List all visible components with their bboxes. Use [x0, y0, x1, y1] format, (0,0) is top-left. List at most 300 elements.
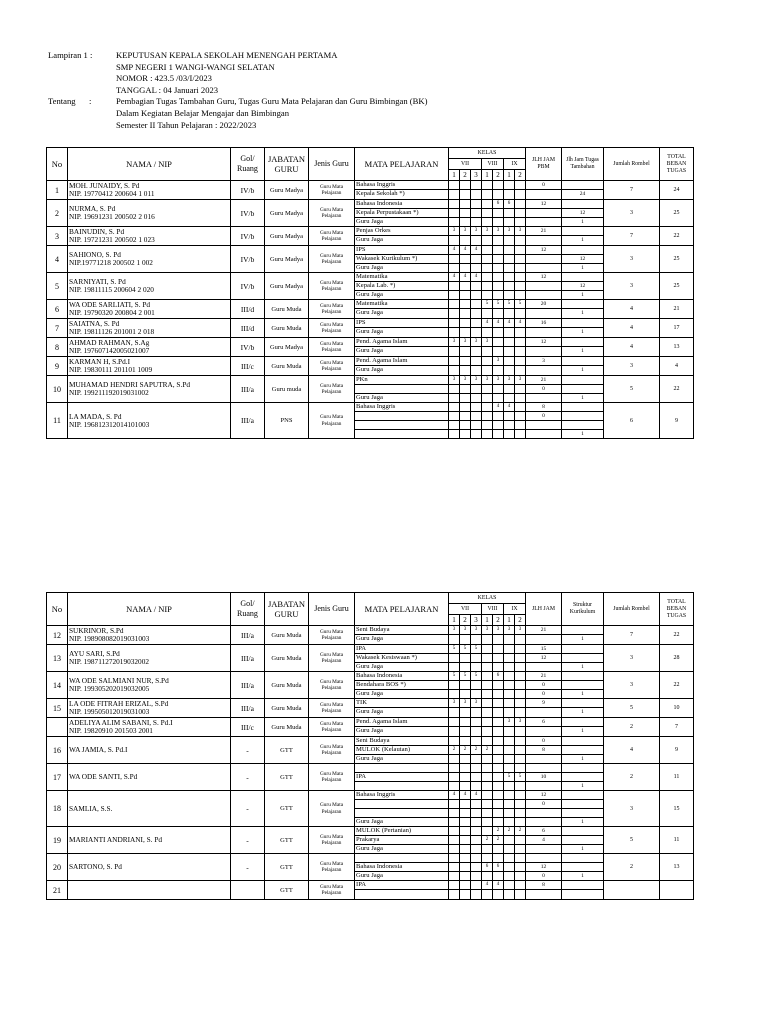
- tambahan-value: 1: [581, 292, 584, 298]
- class-hour-value: [449, 718, 459, 727]
- class-hours: [449, 181, 460, 200]
- class-hour-value: [460, 809, 470, 818]
- class-hour-value: [482, 357, 492, 366]
- subjects: [355, 357, 449, 376]
- jumlah-rombel: 7: [604, 227, 660, 246]
- subjects: [355, 181, 449, 200]
- class-hour-value: [493, 338, 503, 347]
- class-hour-value: 5: [449, 672, 459, 681]
- tambahan: [562, 338, 604, 357]
- jlh-jam-value: [526, 727, 561, 735]
- teacher-nip: NIP. 199305202019032005: [69, 684, 150, 693]
- gol-ruang: IV/b: [231, 273, 265, 300]
- class-hour-value: [515, 755, 525, 763]
- class-hour-value: [460, 200, 470, 209]
- subject-line: PKn: [355, 376, 448, 385]
- subject-line: Guru Jaga: [356, 328, 383, 335]
- jlh-jam-value: [526, 366, 561, 374]
- class-hour-value: [460, 836, 470, 845]
- class-hour-value: [504, 681, 514, 690]
- class-hour-value: [493, 654, 503, 663]
- class-hour-value: [515, 645, 525, 654]
- subject-line-1: Pembagian Tugas Tambahan Guru, Tugas Guru Mata Pelajaran dan Guru Bimbingan (BK): [116, 96, 428, 107]
- class-hours: [515, 200, 526, 227]
- class-hour-value: [515, 681, 525, 690]
- row-number: 18: [47, 791, 68, 827]
- col-gol: Gol/ Ruang: [231, 593, 265, 626]
- class-hour-value: [471, 737, 481, 746]
- jlh-jam-value: 12: [526, 273, 561, 282]
- class-hour-value: [504, 854, 514, 863]
- total-beban: 21: [660, 300, 694, 319]
- total-beban: 22: [660, 626, 694, 645]
- tambahan: [562, 319, 604, 338]
- class-hour-value: [482, 690, 492, 698]
- lampiran-label: Lampiran 1 :: [48, 50, 93, 60]
- class-hour-value: [449, 430, 459, 438]
- teacher-name-nip: [68, 227, 231, 246]
- teacher-name-nip: [68, 181, 231, 200]
- class-hour-value: [449, 190, 459, 198]
- subject-line: [355, 764, 448, 773]
- jlh-jam-value: [526, 209, 561, 218]
- class-hours: [482, 246, 493, 273]
- tambahan-value: [562, 746, 603, 755]
- class-hours: [449, 403, 460, 439]
- class-hour-value: [482, 181, 492, 190]
- teacher-name: MARIANTI ANDRIANI, S. Pd: [69, 835, 163, 844]
- class-hour-value: 4: [504, 403, 514, 412]
- class-hours: [471, 319, 482, 338]
- class-hours: [515, 626, 526, 645]
- subject-line: Bahasa Indonesia: [355, 200, 448, 209]
- col-viii: VIII: [482, 604, 504, 615]
- class-hours: [482, 791, 493, 827]
- class-hours: [482, 200, 493, 227]
- class-hour-value: [449, 872, 459, 880]
- table-row: [47, 246, 694, 273]
- teacher-nip: NIP. 19691231 200502 2 016: [69, 212, 155, 221]
- jumlah-rombel: 3: [604, 672, 660, 699]
- row-number: 10: [47, 376, 68, 403]
- jumlah-rombel: 3: [604, 246, 660, 273]
- total-beban: 7: [660, 718, 694, 737]
- class-hour-value: [515, 357, 525, 366]
- jlh-jam-value: [526, 291, 561, 299]
- class-hour-value: 3: [482, 338, 492, 347]
- class-hours: [482, 672, 493, 699]
- class-hour-value: [504, 394, 514, 402]
- class-hour-value: [493, 385, 503, 394]
- class-hours: [460, 827, 471, 854]
- class-hour-value: 6: [493, 863, 503, 872]
- class-hour-value: [449, 421, 459, 430]
- jenis-guru: Guru Mata Pelajaran: [309, 357, 355, 376]
- class-hour-value: 4: [482, 881, 492, 890]
- gol-ruang: III/c: [231, 357, 265, 376]
- subjects: [355, 791, 449, 827]
- class-hours: [482, 338, 493, 357]
- class-hour-value: [515, 727, 525, 735]
- class-hour-value: [482, 718, 492, 727]
- class-hour-value: [460, 300, 470, 309]
- subject-line: [355, 421, 448, 430]
- col-class-number: 2: [493, 615, 504, 626]
- col-vii: VII: [449, 159, 482, 170]
- jlh-jam: [526, 319, 562, 338]
- row-number: 17: [47, 764, 68, 791]
- gol-ruang: III/a: [231, 645, 265, 672]
- class-hour-value: [449, 181, 459, 190]
- teacher-name: NURMA, S. Pd: [69, 204, 116, 213]
- table-row: [47, 854, 694, 881]
- class-hour-value: 3: [460, 626, 470, 635]
- class-hour-value: [482, 218, 492, 226]
- subject-line: [355, 385, 448, 394]
- class-hours: [471, 200, 482, 227]
- class-hour-value: [493, 430, 503, 438]
- class-hour-value: [504, 645, 514, 654]
- class-hour-value: [460, 773, 470, 782]
- class-hours: [515, 338, 526, 357]
- tambahan-value: [562, 273, 603, 282]
- class-hour-value: [493, 635, 503, 643]
- class-hour-value: [482, 800, 492, 809]
- class-hour-value: [460, 863, 470, 872]
- class-hour-value: [482, 845, 492, 853]
- class-hour-value: [482, 430, 492, 438]
- class-hour-value: [460, 347, 470, 355]
- class-hour-value: [515, 737, 525, 746]
- class-hour-value: 5: [449, 645, 459, 654]
- class-hours: [449, 718, 460, 737]
- tambahan-value: [562, 854, 603, 863]
- col-nama: NAMA / NIP: [68, 593, 231, 626]
- jlh-jam-value: 0: [526, 737, 561, 746]
- gol-ruang: [231, 881, 265, 900]
- gol-ruang: IV/b: [231, 246, 265, 273]
- subject-line: Matematika: [355, 273, 448, 282]
- class-hours: [493, 737, 504, 764]
- jlh-jam: [526, 300, 562, 319]
- class-hour-value: 2: [504, 827, 514, 836]
- class-hours: [504, 827, 515, 854]
- class-hour-value: 5: [471, 672, 481, 681]
- subjects: [355, 227, 449, 246]
- subjects: [355, 699, 449, 718]
- class-hour-value: [471, 421, 481, 430]
- jlh-jam: [526, 764, 562, 791]
- class-hours: [460, 338, 471, 357]
- jenis-guru: Guru Mata Pelajaran: [309, 626, 355, 645]
- subject-line: [355, 430, 448, 438]
- subject-line: Guru Jaga: [356, 755, 383, 762]
- class-hour-value: 4: [482, 319, 492, 328]
- class-hour-value: 4: [449, 791, 459, 800]
- class-hours: [482, 854, 493, 881]
- jumlah-rombel: 4: [604, 319, 660, 338]
- class-hours: [482, 881, 493, 900]
- jlh-jam-value: [526, 764, 561, 773]
- jlh-jam-value: 16: [526, 319, 561, 328]
- class-hours: [471, 403, 482, 439]
- class-hour-value: [460, 845, 470, 853]
- row-number: 7: [47, 319, 68, 338]
- class-hour-value: [493, 663, 503, 671]
- table-row: [47, 699, 694, 718]
- class-hour-value: [493, 854, 503, 863]
- class-hour-value: [515, 872, 525, 880]
- class-hour-value: [449, 809, 459, 818]
- table-row: [47, 403, 694, 439]
- total-beban: 11: [660, 764, 694, 791]
- jlh-jam-value: [526, 421, 561, 430]
- total-beban: 25: [660, 200, 694, 227]
- tambahan-value: [562, 764, 603, 773]
- total-beban: 10: [660, 699, 694, 718]
- subject-line: Guru Jaga: [356, 264, 383, 271]
- jlh-jam: [526, 699, 562, 718]
- class-hour-value: [504, 800, 514, 809]
- class-hour-value: [493, 236, 503, 244]
- class-hour-value: [515, 273, 525, 282]
- subject-line: IPA: [355, 881, 448, 890]
- subject-line: Seni Budaya: [355, 737, 448, 746]
- class-hour-value: [460, 755, 470, 763]
- class-hour-value: [515, 366, 525, 374]
- col-gol: Gol/ Ruang: [231, 148, 265, 181]
- jlh-jam-value: 9: [526, 699, 561, 708]
- table-row: [47, 300, 694, 319]
- class-hour-value: [449, 863, 459, 872]
- tambahan: [562, 227, 604, 246]
- tambahan-value: 1: [581, 237, 584, 243]
- class-hour-value: [504, 190, 514, 198]
- col-nama: NAMA / NIP: [68, 148, 231, 181]
- class-hours: [471, 737, 482, 764]
- jumlah-rombel: 3: [604, 357, 660, 376]
- class-hour-value: [482, 291, 492, 299]
- class-hour-value: [482, 347, 492, 355]
- teacher-name-nip: [68, 764, 231, 791]
- class-hour-value: [471, 718, 481, 727]
- class-hour-value: [504, 264, 514, 272]
- jlh-jam-value: [526, 755, 561, 763]
- class-hour-value: [493, 645, 503, 654]
- class-hour-value: [471, 690, 481, 698]
- tentang-colon: :: [89, 96, 92, 107]
- jumlah-rombel: 3: [604, 273, 660, 300]
- class-hours: [471, 300, 482, 319]
- class-hour-value: 3: [460, 376, 470, 385]
- class-hours: [493, 181, 504, 200]
- class-hour-value: [471, 827, 481, 836]
- class-hour-value: 2: [482, 836, 492, 845]
- class-hour-value: [493, 264, 503, 272]
- jumlah-rombel: 3: [604, 645, 660, 672]
- tambahan-value: [562, 421, 603, 430]
- tambahan-value: 1: [581, 329, 584, 335]
- class-hour-value: [460, 291, 470, 299]
- jenis-guru: Guru Mata Pelajaran: [309, 181, 355, 200]
- gol-ruang: III/a: [231, 672, 265, 699]
- class-hour-value: [449, 727, 459, 735]
- subject-line: Kepala Lab. *): [355, 282, 448, 291]
- jlh-jam: [526, 718, 562, 737]
- subjects: [355, 626, 449, 645]
- jabatan: Guru Madya: [265, 338, 309, 357]
- class-hour-value: [460, 854, 470, 863]
- class-hour-value: [515, 791, 525, 800]
- class-hour-value: [482, 412, 492, 421]
- class-hours: [471, 227, 482, 246]
- row-number: 1: [47, 181, 68, 200]
- class-hours: [471, 699, 482, 718]
- teacher-name: SARTONO, S. Pd: [69, 862, 122, 871]
- teacher-nip: NIP. 199211192019031002: [69, 388, 149, 397]
- class-hour-value: [493, 412, 503, 421]
- class-hour-value: [460, 890, 470, 898]
- subjects: [355, 881, 449, 900]
- subject-line: Guru Jaga: [356, 366, 383, 373]
- jumlah-rombel: 7: [604, 626, 660, 645]
- teacher-nip: NIP. 19811115 200604 2 020: [69, 285, 154, 294]
- class-hour-value: 3: [515, 376, 525, 385]
- class-hour-value: [482, 209, 492, 218]
- tambahan-value: 1: [581, 783, 584, 789]
- class-hour-value: 3: [482, 227, 492, 236]
- class-hour-value: 2: [493, 827, 503, 836]
- jumlah-rombel: [604, 881, 660, 900]
- jabatan: GTT: [265, 854, 309, 881]
- class-hours: [493, 300, 504, 319]
- class-hours: [449, 791, 460, 827]
- class-hour-value: [449, 737, 459, 746]
- class-hour-value: 3: [449, 338, 459, 347]
- class-hour-value: 2: [449, 746, 459, 755]
- class-hour-value: [449, 236, 459, 244]
- class-hour-value: [460, 872, 470, 880]
- class-hour-value: [504, 273, 514, 282]
- col-tambahan: Jlh Jam Tugas Tambahan: [562, 148, 604, 181]
- class-hour-value: [482, 681, 492, 690]
- class-hours: [460, 699, 471, 718]
- tambahan-value: 1: [581, 395, 584, 401]
- class-hour-value: [482, 773, 492, 782]
- class-hour-value: [449, 366, 459, 374]
- jumlah-rombel: 4: [604, 737, 660, 764]
- class-hours: [471, 246, 482, 273]
- subject-line: IPA: [355, 773, 448, 782]
- class-hour-value: [504, 209, 514, 218]
- col-tambahan: Struktur Kurikulum: [562, 593, 604, 626]
- class-hour-value: [471, 773, 481, 782]
- jlh-jam-value: 8: [526, 881, 561, 890]
- subject-line: Pend. Agama Islam: [355, 338, 448, 347]
- tambahan: [562, 403, 604, 439]
- row-number: 21: [47, 881, 68, 900]
- class-hours: [460, 246, 471, 273]
- class-hour-value: [504, 357, 514, 366]
- total-beban: 22: [660, 672, 694, 699]
- class-hour-value: 6: [493, 200, 503, 209]
- jlh-jam: [526, 672, 562, 699]
- class-hour-value: 4: [515, 319, 525, 328]
- tambahan: [562, 246, 604, 273]
- teacher-name-nip: [68, 376, 231, 403]
- class-hours: [493, 645, 504, 672]
- jlh-jam-value: 4: [526, 836, 561, 845]
- class-hours: [493, 338, 504, 357]
- jlh-jam-value: [526, 282, 561, 291]
- class-hour-value: [471, 255, 481, 264]
- jlh-jam-value: 21: [526, 672, 561, 681]
- jlh-jam-value: 12: [526, 654, 561, 663]
- jlh-jam-value: [526, 818, 561, 826]
- subject-line: Kepala Perpustakaan *): [355, 209, 448, 218]
- class-hours: [515, 827, 526, 854]
- teacher-nip: NIP. 19830111 201101 1009: [69, 365, 153, 374]
- class-hour-value: 4: [449, 246, 459, 255]
- class-hours: [493, 376, 504, 403]
- class-hours: [504, 338, 515, 357]
- class-hour-value: [460, 403, 470, 412]
- class-hour-value: [460, 663, 470, 671]
- class-hour-value: [493, 890, 503, 898]
- table-row: [47, 791, 694, 827]
- jabatan: Guru Madya: [265, 273, 309, 300]
- class-hour-value: [482, 818, 492, 826]
- class-hour-value: [515, 863, 525, 872]
- jlh-jam-value: 3: [526, 357, 561, 366]
- tambahan-value: 1: [581, 636, 584, 642]
- class-hours: [482, 300, 493, 319]
- subject-line: Guru Jaga: [356, 291, 383, 298]
- teacher-name: WA ODE SANTI, S.Pd: [69, 772, 138, 781]
- jumlah-rombel: 7: [604, 181, 660, 200]
- class-hour-value: [515, 328, 525, 336]
- class-hour-value: [515, 708, 525, 716]
- subject-line: Guru Jaga: [356, 708, 383, 715]
- table-row: [47, 645, 694, 672]
- table-row: [47, 338, 694, 357]
- table-row: [47, 718, 694, 737]
- class-hour-value: [504, 255, 514, 264]
- gol-ruang: -: [231, 854, 265, 881]
- class-hour-value: [493, 291, 503, 299]
- tambahan-value: [562, 791, 603, 800]
- class-hour-value: [504, 791, 514, 800]
- class-hours: [493, 672, 504, 699]
- class-hour-value: [449, 394, 459, 402]
- class-hour-value: [460, 218, 470, 226]
- class-hours: [449, 854, 460, 881]
- class-hour-value: [471, 836, 481, 845]
- subject-line: Guru Jaga: [356, 635, 383, 642]
- gol-ruang: -: [231, 827, 265, 854]
- class-hours: [471, 338, 482, 357]
- subjects: [355, 300, 449, 319]
- row-number: 20: [47, 854, 68, 881]
- class-hours: [515, 645, 526, 672]
- class-hour-value: [482, 672, 492, 681]
- class-hour-value: [515, 818, 525, 826]
- jabatan: Guru Madya: [265, 227, 309, 246]
- class-hour-value: [449, 681, 459, 690]
- class-hour-value: [515, 291, 525, 299]
- class-hour-value: [482, 890, 492, 898]
- class-hour-value: [471, 654, 481, 663]
